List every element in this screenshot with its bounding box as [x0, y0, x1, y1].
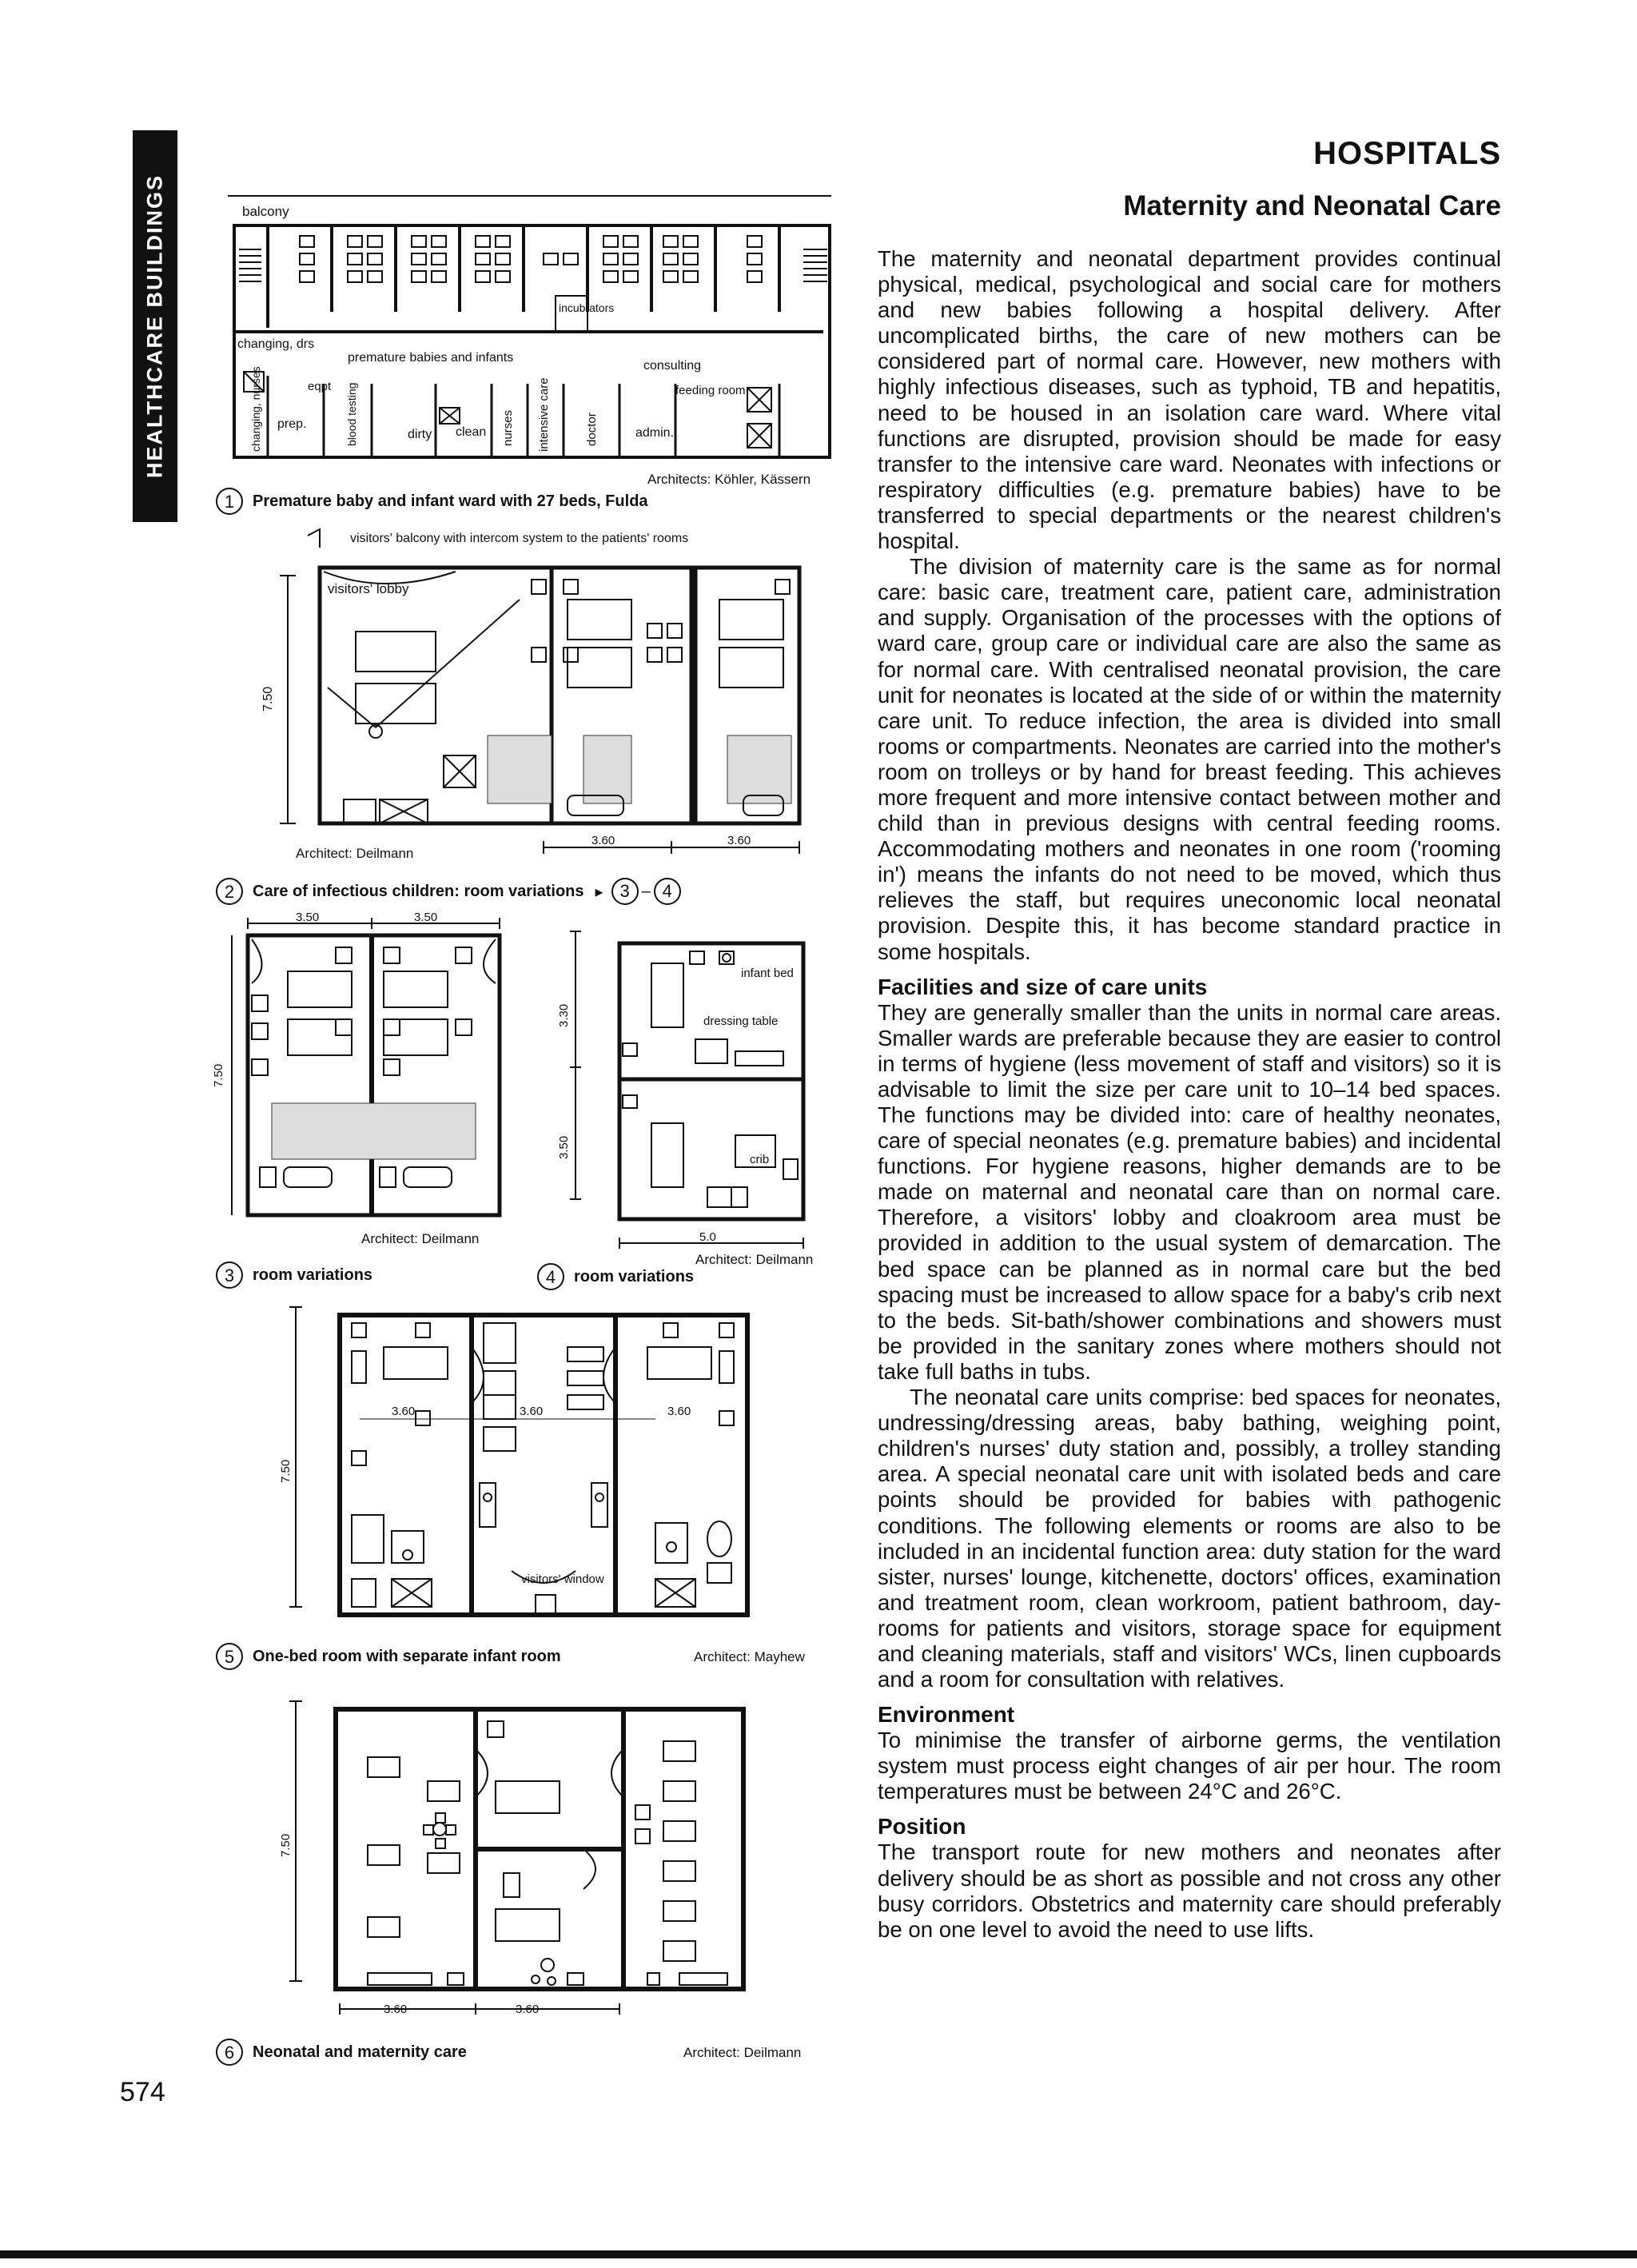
fig1-label-feeding-room: feeding room: [675, 384, 746, 397]
environment-paragraph: To minimise the transfer of airborne germs, the ventilation system must process eight changes of air per hour. The room temperatures must be between 24°C and 26°C.: [878, 1728, 1501, 1804]
facilities-paragraph-1: They are generally smaller than the units in normal care areas. Smaller wards are preferable because they are easier to control in terms of hygiene (less movement of staff and visitors) so it is advisable to limit the size per care unit to 10–14 bed spaces. The functions may be divided into: care of healthy neonates, care of special neonates (e.g. premature babies) and incidental functions. For hygiene reasons, higher demands are to be made on maternal and neonatal care than on normal care. Therefore, a visitors' lobby and cloakroom area must be provided in addition to the usual system of demarcation. The bed space can be planned as in normal care but the bed spacing must be increased to allow space for a baby's crib next to the beds. Sit-bath/shower combinations and showers must be provided in the sanitary zones where mothers should not take full baths in tubs.: [878, 999, 1501, 1384]
fig4-dim-h1: 3.30: [557, 1003, 571, 1027]
heading-position: Position: [878, 1814, 966, 1840]
fig2-caption-text: Care of infectious children: room variations: [253, 882, 584, 900]
fig2-dim-height: 7.50: [261, 686, 275, 711]
fig6-caption-text: Neonatal and maternity care: [253, 2043, 467, 2061]
fig2-caption: [216, 878, 681, 905]
fig4-crib: crib: [750, 1153, 770, 1166]
figure-6-plan: [272, 1685, 767, 2021]
fig1-label-prep: prep.: [277, 417, 307, 431]
figure-1-plan: [228, 192, 835, 488]
fig6-dim-w2: 3.60: [516, 2003, 540, 2016]
fig3-caption-text: room variations: [253, 1266, 373, 1284]
fig2-dim-w1: 3.60: [591, 834, 615, 847]
page-title: HOSPITALS: [1313, 136, 1501, 171]
fig1-architect: Architects: Köhler, Kässern: [647, 472, 811, 487]
fig5-caption: [216, 1643, 561, 1670]
fig2-ref-from: 3: [611, 878, 639, 905]
section-tab-label: HEALTHCARE BUILDINGS: [142, 174, 167, 478]
fig3-caption: [216, 1262, 372, 1289]
page-subtitle: Maternity and Neonatal Care: [1123, 190, 1501, 221]
fig4-number: 4: [537, 1263, 564, 1290]
fig6-dim-height: 7.50: [279, 1833, 293, 1857]
fig5-visitors-window: visitors' window: [521, 1572, 604, 1586]
fig6-caption: [216, 2039, 467, 2066]
fig6-number: 6: [216, 2039, 243, 2066]
fig1-label-consulting: consulting: [643, 359, 702, 373]
fig4-dim-w: 5.0: [699, 1230, 716, 1244]
facilities-paragraph-2: The neonatal care units comprise: bed spaces for neonates, undressing/dressing areas, baby bathing, weighing point, children's nurses' duty station and, possibly, a trolley standing area. A special neonatal care unit with isolated beds and care points should be provided for babies with pathogenic conditions. The following elements or rooms are also to be included in an incidental function area: duty station for the ward sister, nurses' lounge, kitchenette, doctors' offices, examination and treatment room, clean workroom, patient bathroom, day-rooms for patients and visitors, storage space for equipment and cleaning materials, staff and visitors' WCs, linen cupboards and a room for consultation with relatives.: [878, 1385, 1501, 1692]
figure-3-plan: [212, 911, 528, 1231]
fig2-architect: Architect: Deilmann: [296, 846, 414, 861]
figure-4-plan: [556, 927, 827, 1263]
fig1-label-blood-testing: blood testing: [345, 382, 358, 446]
fig5-caption-text: One-bed room with separate infant room: [253, 1647, 561, 1665]
fig5-dim-b: 3.60: [520, 1405, 544, 1418]
fig1-number: 1: [216, 488, 243, 515]
heading-facilities: Facilities and size of care units: [878, 974, 1208, 999]
fig5-architect: Architect: Mayhew: [694, 1649, 805, 1664]
fig2-number: 2: [216, 878, 243, 905]
fig4-infant-bed: infant bed: [741, 967, 794, 980]
body-text-column: [878, 246, 1501, 1943]
fig1-label-eqpt: eqpt: [308, 380, 332, 393]
fig4-dim-h2: 3.50: [557, 1135, 571, 1159]
fig3-number: 3: [216, 1262, 243, 1289]
fig1-label-doctor: doctor: [585, 413, 599, 446]
fig1-caption: [216, 488, 648, 515]
fig4-architect: Architect: Deilmann: [695, 1252, 814, 1267]
bottom-rule: [0, 2250, 1637, 2258]
figure-5-plan: [272, 1299, 767, 1627]
fig1-label-nurses: nurses: [501, 409, 515, 446]
fig1-label-premature: premature babies and infants: [348, 351, 514, 365]
fig5-dim-height: 7.50: [279, 1459, 293, 1483]
fig1-label-intensive-care: intensive care: [537, 377, 551, 452]
fig5-dim-a: 3.60: [392, 1405, 416, 1418]
fig2-caption-arrow: ▸: [595, 883, 603, 901]
fig3-dim-w2: 3.50: [414, 911, 438, 924]
fig1-caption-text: Premature baby and infant ward with 27 beds, Fulda: [253, 492, 648, 510]
fig1-label-balcony: balcony: [242, 204, 289, 219]
fig2-visitors-lobby: visitors' lobby: [328, 581, 409, 596]
fig6-architect: Architect: Deilmann: [683, 2045, 802, 2060]
fig4-caption: [537, 1263, 694, 1290]
intro-paragraph-2: The division of maternity care is the same as for normal care: basic care, treatment care, patient care, administration and supply. Organisation of the processes with the options of ward care, group care or individual care are also the same as for normal care. With centralised neonatal provision, the care unit for neonates is located at the side of or within the maternity care unit. To reduce infection, the area is divided into small rooms or compartments. Neonates are carried into the mother's room on trolleys or by hand for breast feeding. This achieves more frequent and more intensive contact between mother and child than in previous designs with central feeding rooms. Accommodating mothers and neonates in one room ('rooming in') means the infants do not need to be moved, which thus relieves the staff, but requires uneconomic local neonatal provision. Despite this, it has become standard practice in some hospitals.: [878, 554, 1501, 964]
page-number: 574: [120, 2077, 165, 2107]
fig2-ref-to: 4: [654, 878, 681, 905]
fig5-dim-c: 3.60: [667, 1405, 691, 1418]
fig4-dressing-table: dressing table: [703, 1014, 779, 1028]
fig5-number: 5: [216, 1643, 243, 1670]
fig2-ref-dash: –: [641, 882, 651, 900]
fig1-label-changing-drs: changing, drs: [237, 337, 315, 351]
fig1-label-dirty: dirty: [408, 428, 432, 441]
figure-2-plan: [248, 528, 831, 863]
fig4-caption-text: room variations: [574, 1267, 695, 1285]
fig3-architect: Architect: Deilmann: [361, 1231, 480, 1246]
fig3-dim-w1: 3.50: [296, 911, 320, 924]
fig2-dim-w2: 3.60: [727, 834, 751, 847]
fig2-visitors-balcony: visitors' balcony with intercom system to the patients' rooms: [350, 532, 689, 545]
fig1-label-changing-nurses: changing, nurses: [249, 366, 262, 452]
fig6-dim-w1: 3.60: [384, 2003, 408, 2016]
fig3-dim-height: 7.50: [212, 1063, 225, 1087]
section-tab: [133, 130, 177, 522]
position-paragraph: The transport route for new mothers and neonates after delivery should be as short as possible and not cross any other busy corridors. Obstetrics and maternity care should preferably be on one level to avoid the need to use lifts.: [878, 1840, 1501, 1942]
fig1-label-admin: admin.: [635, 426, 675, 440]
fig1-label-clean: clean: [456, 425, 487, 439]
intro-paragraph-1: The maternity and neonatal department provides continual physical, medical, psychological and social care for mothers and new babies following a hospital delivery. After uncomplicated births, the care of new mothers can be considered part of normal care. However, new mothers with highly infectious diseases, such as typhoid, TB and hepatitis, need to be housed in an isolation care ward. Where vital functions are disrupted, provision should be made for easy transfer to the intensive care ward. Neonates with infections or respiratory difficulties (e.g. premature babies) have to be transferred to special departments or the nearest children's hospital.: [878, 246, 1501, 554]
fig1-label-incubators: incub-ators: [559, 301, 615, 314]
heading-environment: Environment: [878, 1702, 1015, 1728]
